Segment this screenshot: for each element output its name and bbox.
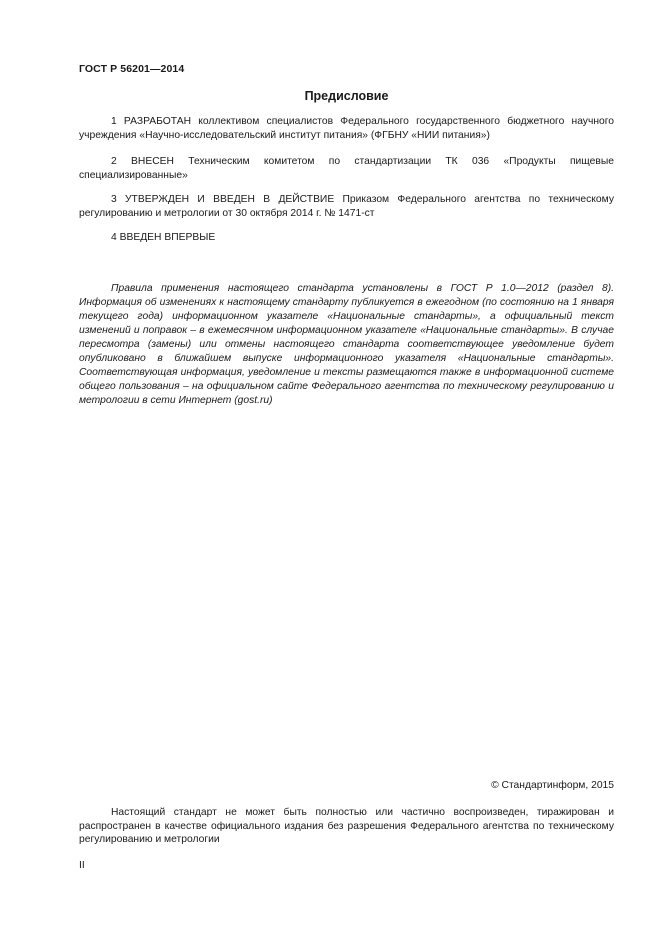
foreword-item-approved: 3 УТВЕРЖДЕН И ВВЕДЕН В ДЕЙСТВИЕ Приказом Федерального агентства по техническому регулированию и метрологии от 30 октября 2014 г. № 1471-ст bbox=[79, 194, 614, 219]
document-code: ГОСТ Р 56201—2014 bbox=[79, 63, 185, 75]
legal-notice: Настоящий стандарт не может быть полностью или частично воспроизведен, тиражирован и распространен в качестве официального издания без разрешения Федерального агентства по техническому регулированию и метрологии bbox=[79, 807, 614, 845]
foreword-item-introduced: 2 ВНЕСЕН Техническим комитетом по стандартизации ТК 036 «Продукты пищевые специализированные» bbox=[79, 156, 614, 181]
application-rules-notice: Правила применения настоящего стандарта установлены в ГОСТ Р 1.0—2012 (раздел 8). Информация об изменениях к настоящему стандарту публикуется в ежегодном (по состоянию на 1 января текущего года) информационном указателе «Национальные стандарты», а официальный текст изменений и поправок – в ежемесячном информационном указателе «Национальные стандарты». В случае пересмотра (замены) или отмены настоящего стандарта соответствующее уведомление будет опубликовано в ближайшем выпуске информационного указателя «Национальные стандарты». Соответствующая информация, уведомление и тексты размещаются также в информационной системе общего пользования – на официальном сайте Федерального агентства по техническому регулированию и метрологии в сети Интернет (gost.ru) bbox=[79, 283, 614, 406]
foreword-item-developed: 1 РАЗРАБОТАН коллективом специалистов Федерального государственного бюджетного научного учреждения «Научно-исследовательский институт питания» (ФГБНУ «НИИ питания») bbox=[79, 116, 614, 141]
foreword-item-first-introduced: 4 ВВЕДЕН ВПЕРВЫЕ bbox=[111, 232, 216, 243]
page-title: Предисловие bbox=[304, 89, 389, 103]
page-number: II bbox=[79, 860, 85, 871]
copyright-line: © Стандартинформ, 2015 bbox=[491, 780, 614, 791]
